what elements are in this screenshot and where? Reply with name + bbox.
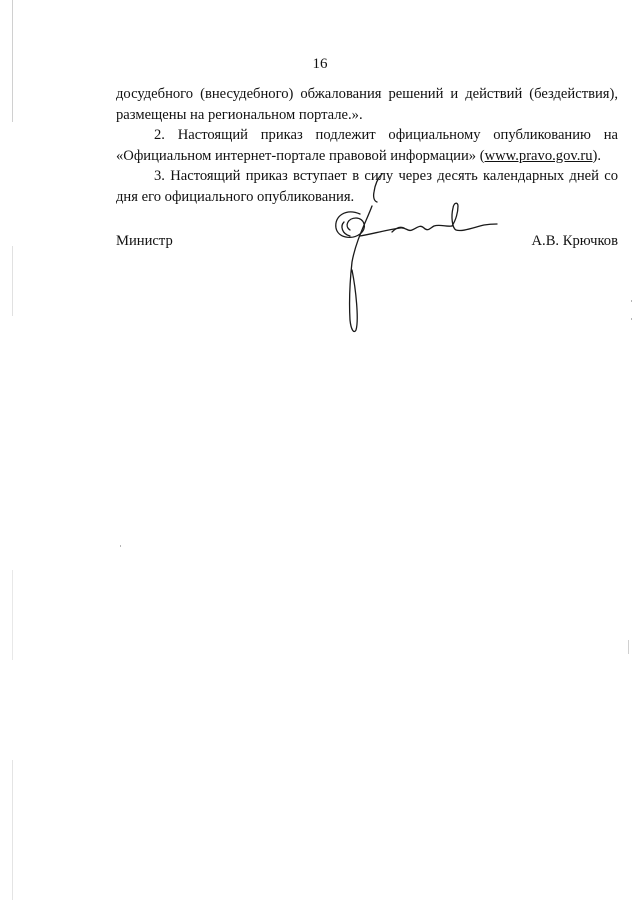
pravo-link[interactable]: www.pravo.gov.ru [484,147,593,164]
handwritten-signature [322,170,500,338]
scan-edge-mark [12,570,13,660]
scan-edge-mark [12,760,13,900]
paragraph-2-text: 2. Настоящий приказ подлежит официальному опубликованию на «Официальном интернет-портале правовой информации» ( [116,127,618,164]
signer-name: А.В. Крючков [531,233,618,249]
paragraph-2 [116,125,618,166]
scan-edge-mark [12,246,13,316]
scan-speck [631,300,632,302]
page-number: 16 [312,56,328,72]
scan-speck [631,318,632,320]
paragraph-3: 3. Настоящий приказ вступает в силу через десять календарных дней со дня его официального опубликования. [116,168,618,205]
scan-speck [120,545,121,547]
paragraph-1: досудебного (внесудебного) обжалования решений и действий (бездействия), размещены на региональном портале.». [116,86,618,123]
signer-position: Министр [116,233,173,249]
paragraph-2-end: ). [592,147,602,164]
scan-speck [628,640,629,654]
